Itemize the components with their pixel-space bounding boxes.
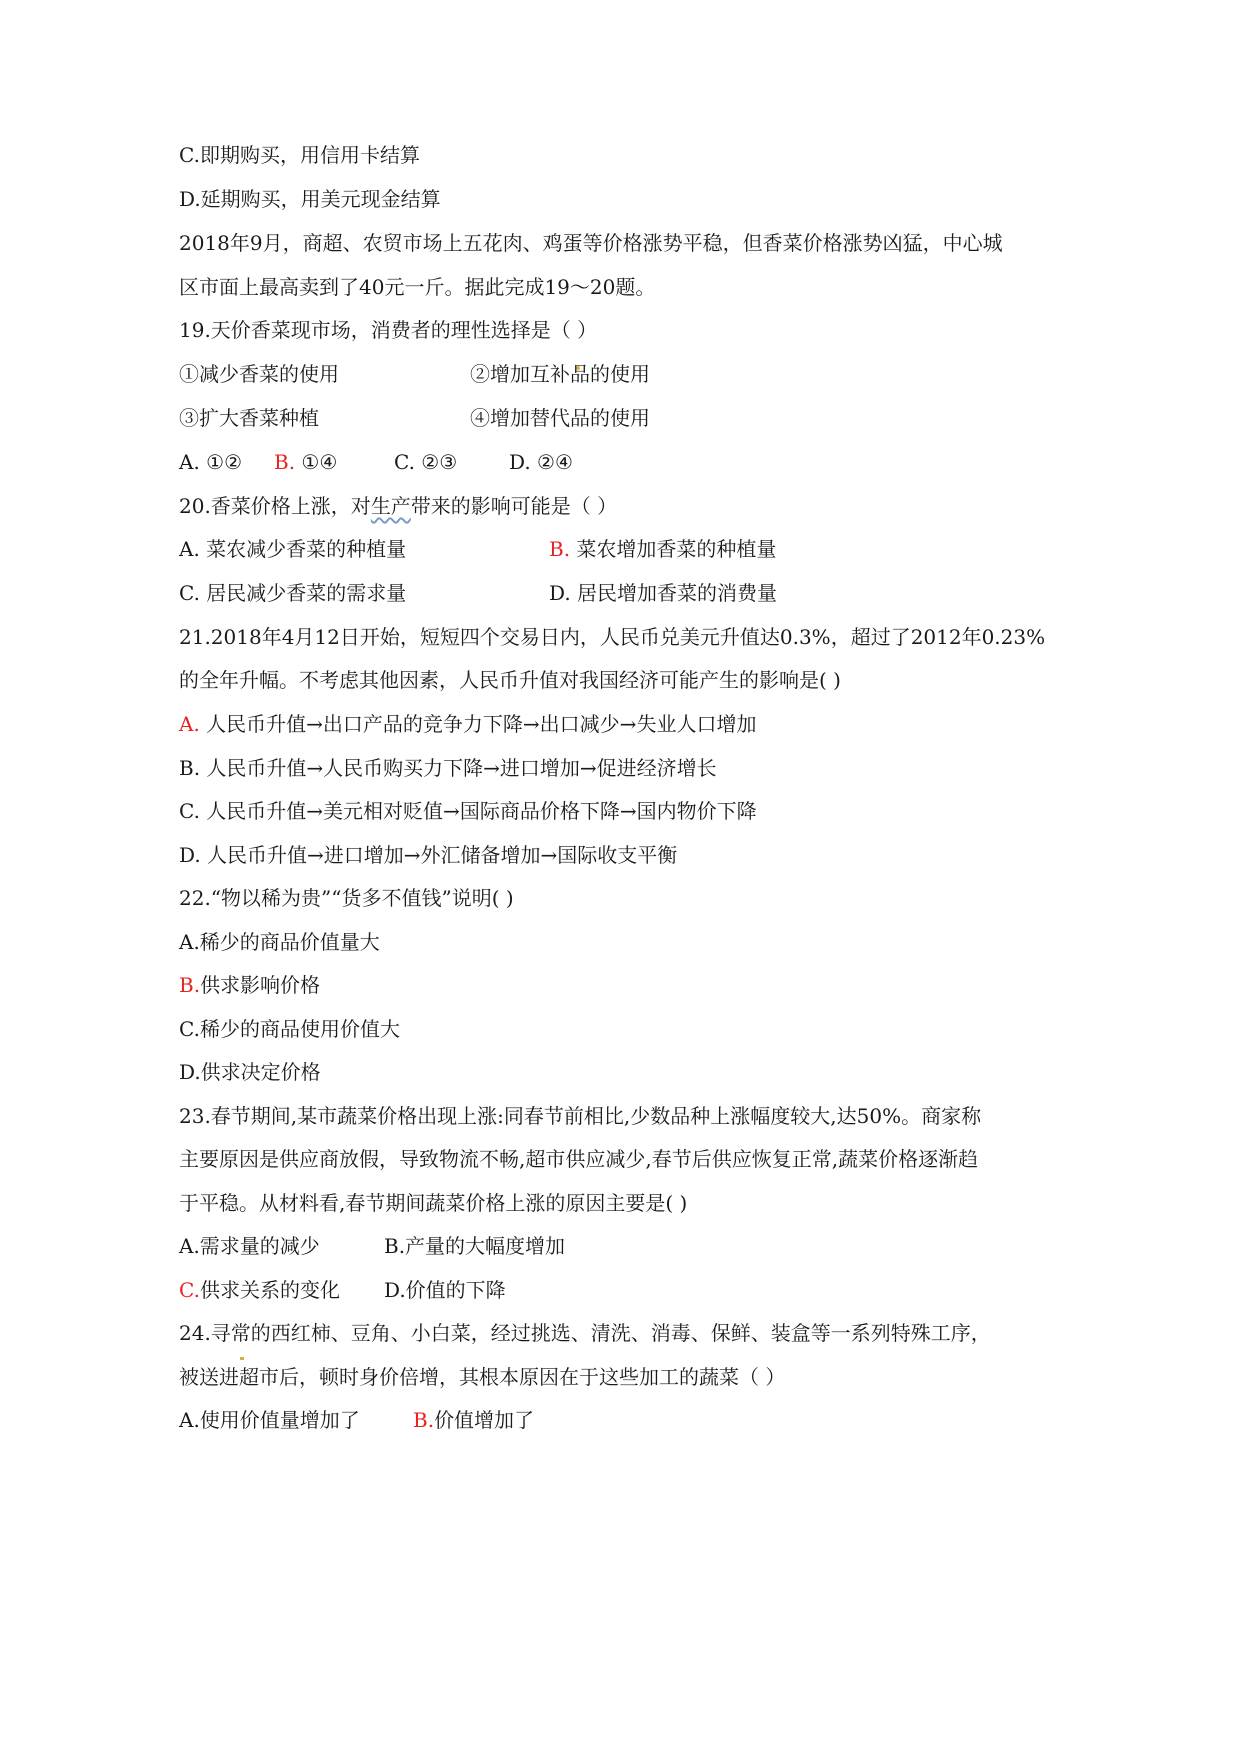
q21-option-a: [179, 708, 756, 740]
q19-items-row-1: [179, 358, 650, 390]
q19-option-b: [274, 446, 337, 478]
q18-option-c: C.即期购买，用信用卡结算: [179, 143, 420, 167]
q23-stem-line-1: 23.春节期间,某市蔬菜价格出现上涨:同春节前相比,少数品种上涨幅度较大,达50%。商家称: [179, 1104, 982, 1128]
q23-options-row-2: [179, 1274, 506, 1306]
q20-options-row-2: [179, 577, 778, 609]
q19-options: [179, 446, 573, 478]
q23-option-d: D.价值的下降: [384, 1278, 506, 1302]
q19-option-b-text: ①④: [295, 450, 338, 474]
q20-stem: [179, 490, 617, 522]
material-text-line-1: 2018年9月，商超、农贸市场上五花肉、鸡蛋等价格涨势平稳，但香菜价格涨势凶猛，中心城: [179, 231, 1003, 255]
q23-option-c: [179, 1278, 340, 1302]
q20-options-row-1: [179, 533, 777, 565]
q20-option-d: D. 居民增加香菜的消费量: [549, 581, 778, 605]
q18-option-d: D.延期购买，用美元现金结算: [179, 187, 441, 211]
q22-option-b-text: 供求影响价格: [200, 973, 321, 997]
q19-item-4: ④增加替代品的使用: [470, 406, 650, 430]
q24-option-a: A.使用价值量增加了: [179, 1408, 360, 1432]
q23-option-c-text: 供求关系的变化: [199, 1278, 340, 1302]
q21-stem-line-1: 21.2018年4月12日开始，短短四个交易日内，人民币兑美元升值达0.3%，超过了2012年0.23%: [179, 625, 1046, 649]
q19-item-1: ①减少香菜的使用: [179, 362, 339, 386]
q24-stem-line-2: 被送进超市后，顿时身价倍增，其根本原因在于这些加工的蔬菜（ ）: [179, 1365, 786, 1389]
answer-letter: B.: [179, 973, 201, 997]
q20-option-b-text: 菜农增加香菜的种植量: [570, 537, 777, 561]
q23-stem-line-2: 主要原因是供应商放假，导致物流不畅,超市供应减少,春节后供应恢复正常,蔬菜价格逐渐趋: [179, 1147, 979, 1171]
q23-stem-line-3: 于平稳。从材料看,春节期间蔬菜价格上涨的原因主要是( ): [179, 1191, 688, 1215]
q19-stem: 19.天价香菜现市场，消费者的理性选择是（ ）: [179, 318, 598, 342]
q20-option-b: [549, 533, 776, 565]
q21-stem-line-2: 的全年升幅。不考虑其他因素，人民币升值对我国经济可能产生的影响是( ): [179, 668, 841, 692]
q20-option-a: A. 菜农减少香菜的种植量: [179, 537, 407, 561]
q24-option-b-text: 价值增加了: [434, 1408, 535, 1432]
q22-stem: 22.“物以稀为贵”“货多不值钱”说明( ): [179, 886, 514, 910]
answer-letter: C.: [179, 1278, 200, 1302]
q22-option-d: D.供求决定价格: [179, 1060, 321, 1084]
q19-option-d: D. ②④: [509, 450, 573, 474]
q24-option-b: [413, 1404, 534, 1436]
q19-item-2: ②增加互补品的使用: [470, 362, 650, 386]
q20-stem-post: 带来的影响可能是（ ）: [410, 494, 618, 518]
answer-letter: A.: [179, 712, 200, 736]
q24-options: [179, 1404, 535, 1436]
q20-stem-underlined: 生产: [370, 494, 411, 518]
q21-option-a-text: 人民币升值→出口产品的竞争力下降→出口减少→失业人口增加: [199, 712, 757, 736]
q21-option-d: D. 人民币升值→进口增加→外汇储备增加→国际收支平衡: [179, 843, 678, 867]
q21-option-c: C. 人民币升值→美元相对贬值→国际商品价格下降→国内物价下降: [179, 799, 757, 823]
q21-option-b: B. 人民币升值→人民币购买力下降→进口增加→促进经济增长: [179, 756, 717, 780]
q23-option-a: A.需求量的减少: [179, 1234, 320, 1258]
q20-stem-pre: 20.香菜价格上涨，对: [179, 494, 371, 518]
q19-item-3: ③扩大香菜种植: [179, 406, 319, 430]
q20-option-c: C. 居民减少香菜的需求量: [179, 581, 407, 605]
q22-option-c: C.稀少的商品使用价值大: [179, 1017, 400, 1041]
q22-option-a: A.稀少的商品价值量大: [179, 930, 380, 954]
q19-option-a: A. ①②: [179, 450, 243, 474]
answer-letter: B.: [413, 1408, 435, 1432]
stray-mark: [240, 1357, 244, 1360]
q24-stem-line-1: 24.寻常的西红柿、豆角、小白菜，经过挑选、清洗、消毒、保鲜、装盒等一系列特殊工序，: [179, 1321, 991, 1345]
q23-options-row-1: [179, 1230, 566, 1262]
q22-option-b: [179, 969, 320, 1001]
material-text-line-2: 区市面上最高卖到了40元一斤。据此完成19～20题。: [179, 275, 656, 299]
answer-letter: B.: [274, 450, 296, 474]
answer-letter: B.: [549, 537, 571, 561]
q19-items-row-2: [179, 402, 650, 434]
q19-option-c: C. ②③: [394, 450, 458, 474]
q23-option-b: B.产量的大幅度增加: [384, 1234, 566, 1258]
